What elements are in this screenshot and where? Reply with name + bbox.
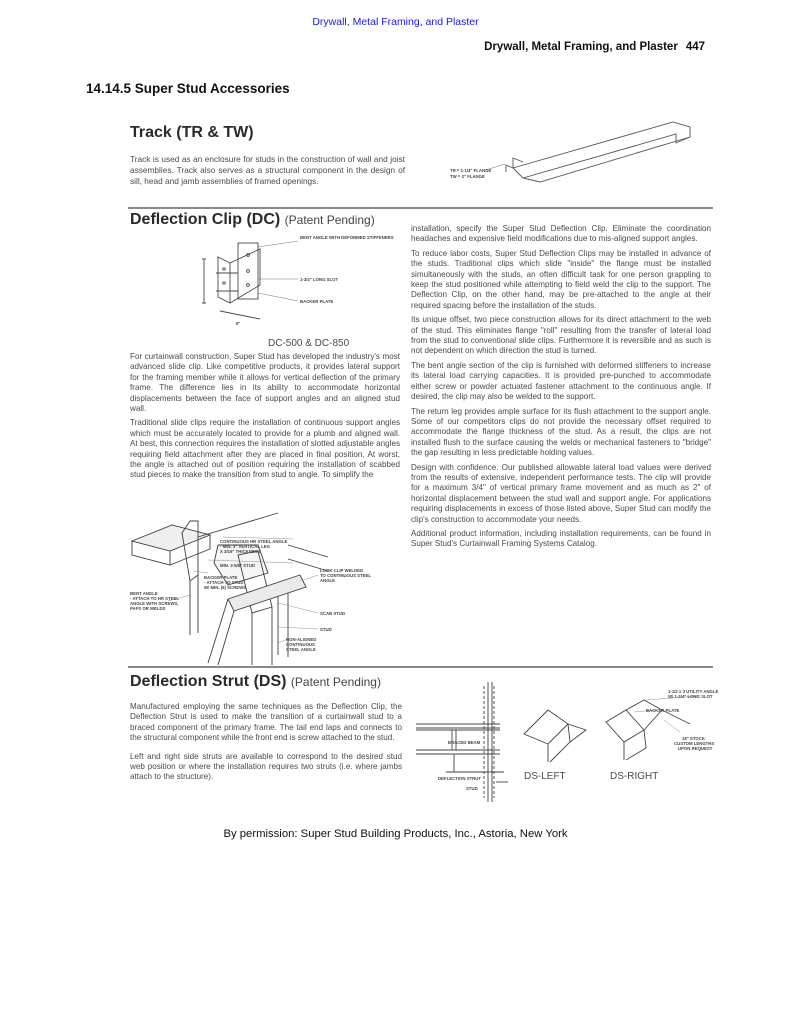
install-label-l6: - ATTACH TO STUD [204,580,244,585]
clip-installation-diagram [128,515,406,665]
running-header-title: Drywall, Metal Framing, and Plaster [484,41,678,53]
deflection-clip-diagram [198,235,408,350]
install-label-r2: TO CONTINUOUS STEEL [320,573,372,578]
strut-label-backer: BACKER PLATE [646,708,680,713]
install-label-b2: CONTINUOUS [286,642,315,647]
install-label-r4: SCAB STUD [320,611,346,616]
install-label-b1: NON-ALIGNED [286,637,317,642]
track-label-tw: TW = 2" FLANGE [450,174,485,179]
clip-label-slot: 1-3/4" LONG SLOT [300,277,339,282]
install-label-l2: - MIN. 3" VERTICAL LEG [220,544,270,549]
clip-caption: DC-500 & DC-850 [268,338,350,349]
install-label-l11: PAFS OR WELDS [130,606,166,611]
clip-label-backer: BACKER PLATE [300,299,334,304]
strut-label-request: UPON REQUEST [678,746,713,751]
divider [128,207,713,209]
install-label-l8: BENT ANGLE [130,591,158,596]
clip-right-p3: Its unique offset, two piece construction allows for its direct attachment to the web of the stud. This eliminates flange "roll" resulting from the transfer of lateral load from the stud to conventional slide clips. Furthermore it is reversible and as such is not dependent on which direction the stud is turned. [411,315,711,356]
strut-label-custom: CUSTOM LENGTHS [674,741,715,746]
clip-right-p7: Additional product information, including installation requirements, can be found in Super Stud's Curtainwall Framing Systems Catalog. [411,528,711,549]
divider [128,666,713,668]
install-label-l4: MIN. 3-5/8" STUD [220,563,255,568]
strut-label-braced-beam: BRACED BEAM [448,740,481,745]
clip-right-column [411,224,711,554]
deflection-strut-heading [130,673,381,691]
track-heading: Track (TR & TW) [130,124,254,141]
install-label-r3: ANGLE [320,578,336,583]
track-diagram [428,120,713,200]
deflection-strut-diagram [408,682,719,802]
strut-label-deflection-strut: DEFLECTION STRUT [438,776,481,781]
install-label-b3: STEEL ANGLE [286,647,316,652]
clip-left-p2: Traditional slide clips require the installation of continuous support angles which must be accurately located to provide for a plumb and aligned wall. At best, this connection requires the installation of slotted adjustable angles requiring field attachment after they are placed in final position. At worst, the angle is attached out of position requiring the installation of scabbed stud pieces to make the transition from stud to angle. To simplify the [130,418,400,480]
clip-right-p1: installation, specify the Super Stud Deflection Clip. Eliminate the coordination headaches and expensive field modifications due to mis-aligned support angles. [411,224,711,244]
strut-label-stock: 18" STOCK [682,736,705,741]
clip-label-bent-angle: BENT ANGLE WITH DEFORMED STIFFENERS [300,235,394,240]
strut-label-utility-angle: 1-1/2 x 3 UTILITY ANGLE [668,689,719,694]
deflection-clip-heading [130,211,375,229]
strut-caption-left: DS-LEFT [524,771,566,782]
scanned-brochure [128,120,719,815]
running-header [484,41,705,53]
clip-label-dim: 5" [236,321,241,326]
install-label-l5: BACKER PLATE [204,575,238,580]
page-number: 447 [685,41,705,53]
deflection-strut-title: Deflection Strut (DS) [130,673,287,690]
strut-p2: Left and right side struts are available to correspond to the desired stud web position or where the installation requires two struts (i.e. where jambs attach to the structure). [130,751,402,782]
patent-pending: (Patent Pending) [290,675,381,689]
install-label-l7: W/ MIN. (6) SCREWS [204,585,247,590]
install-label-l10: ANGLE WITH SCREWS, [130,601,179,606]
install-label-l1: CONTINUOUS HR STEEL ANGLE [220,539,288,544]
top-link[interactable]: Drywall, Metal Framing, and Plaster [312,16,479,28]
strut-p1: Manufactured employing the same techniques as the Deflection Clip, the Deflection Strut is used to make the transition of a curtainwall stud to a braced component of the primary frame. The tail end laps and connects to the structural component while the front end is screw attached to the stud. [130,702,402,743]
footer-credit: By permission: Super Stud Building Products, Inc., Astoria, New York [223,828,568,840]
track-body: Track is used as an enclosure for studs in the construction of wall and joist assemblies. Track also serves as a structural component in the design of sill, head and jamb assemblies of framed openings. [130,154,405,186]
strut-text [130,702,402,787]
install-label-r5: STUD [320,627,332,632]
clip-left-column [130,352,400,485]
patent-pending: (Patent Pending) [284,213,375,227]
track-label-tr: TR = 1-1/4" FLANGE [450,168,492,173]
install-label-l9: - ATTACH TO HR STEEL [130,596,180,601]
section-title: 14.14.5 Super Stud Accessories [86,81,290,96]
clip-right-p6: Design with confidence. Our published allowable lateral load values were derived from the results of extensive, independent performance tests. The clip will provide for a maximum 3/4" of vertical primary frame movement and as much as 2" of horizontal displacement between the stud wall and support angle. For applications requiring displacements in excess of those listed above, Super Stud can modify the clip's construction to accommodate your needs. [411,462,711,524]
clip-right-p2: To reduce labor costs, Super Stud Deflection Clips may be installed in advance of the studs. Traditional clips which slide "inside" the flange must be installed simultaneously with the studs, an often difficult task for one person grappling to keep the stud positioned while attempting to field weld the clip to the support. The Deflection Clip, on the other hand, may be pre-attached to the angle at their required spacing before the installation of the studs. [411,248,711,310]
deflection-clip-title: Deflection Clip (DC) [130,211,281,228]
strut-caption-right: DS-RIGHT [610,771,659,782]
strut-label-slot: W/ 1-3/4" LONG SLOT [668,694,713,699]
install-label-r1: LOOK CLIP WELDED [320,568,364,573]
strut-label-stud: STUD [466,786,478,791]
clip-left-p1: For curtainwall construction, Super Stud has developed the industry's most advanced slide clip. Like competitive products, it provides lateral support for the framing member while it allows for vertical deflection of the primary frame. The difference lies in its ability to accommodate horizontal displacements between the face of support angles and an aligned stud wall. [130,352,400,414]
clip-right-p4: The bent angle section of the clip is furnished with deformed stiffeners to increase its lateral load carrying capacities. It is provided pre-punched to accommodate either screw or powder actuated fastener attachment to the continuous angle. If desired, the clip may also be welded to the support. [411,360,711,402]
clip-right-p5: The return leg provides ample surface for its flush attachment to the support angle. Some of our competitors clips do not provide the necessary offset required to accommodate the flange thickness of the stud. As a result, the clips are not installed flush to the surface causing the welds or mechanical fasteners to "bridge" the gap resulting in less predictable holding values. [411,406,711,458]
install-label-l3: X 3/16" THICKNESS [220,549,261,554]
